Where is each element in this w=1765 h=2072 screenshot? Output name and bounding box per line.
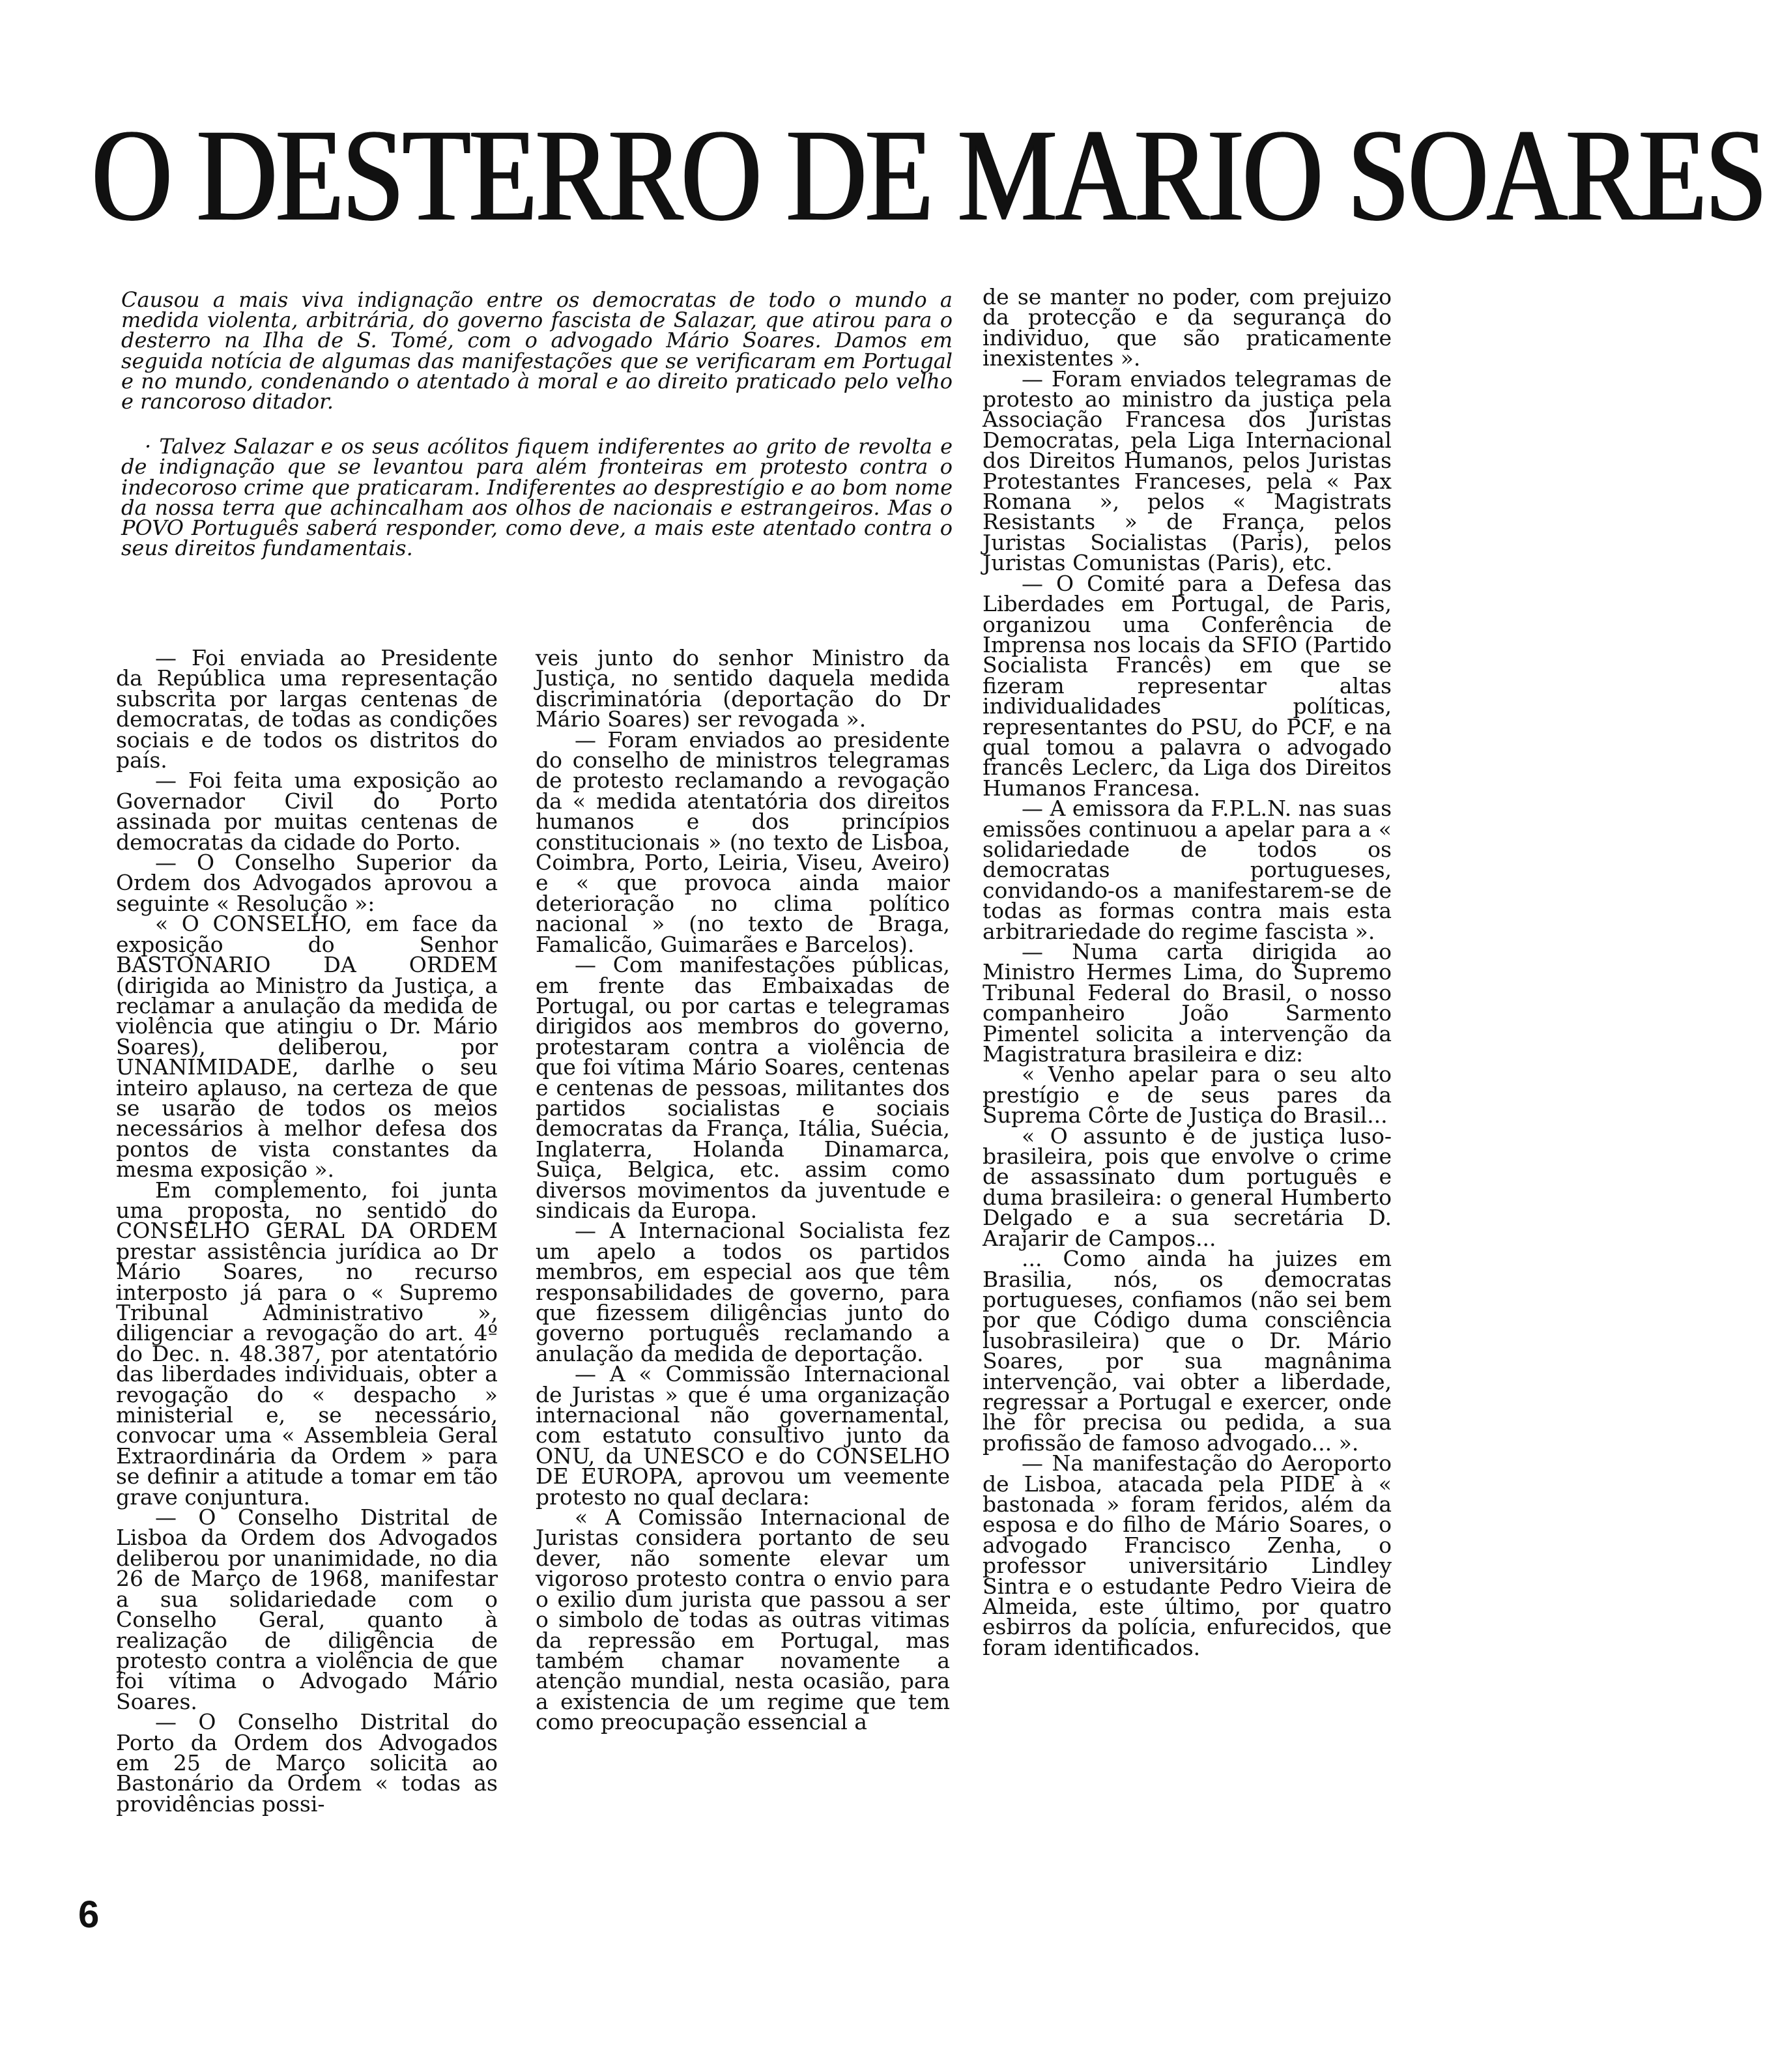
article-paragraph: — A emissora da F.P.L.N. nas suas emissões continuou a apelar para a « solidariedade de todos os democratas portugueses, convidando-os a manifestarem-se de todas as formas contra mais esta arbitrariedade do regime fascista ».: [983, 796, 1392, 944]
article-paragraph: — Foram enviados telegramas de protesto ao ministro da justiça pela Associação Francesa dos Juristas Democratas, pela Liga Internacional dos Direitos Humanos, pelos Juristas Protestantes Franceses, pela « Pax Romana », pelos « Magistrats Resistants » de França, pelos Juristas Socialistas (Paris), pelos Juristas Comunistas (Paris), etc.: [983, 366, 1392, 576]
headline: O DESTERRO DE MARIO SOARES: [91, 102, 1765, 249]
article-paragraph: « A Comissão Internacional de Juristas considera portanto de seu dever, não somente elevar um vigoroso protesto contra o envio para o exilio dum jurista que passou a ser o simbolo de todas as outras vitimas da repressão em Portugal, mas também chamar novamente a atenção mundial, nesta ocasião, para a existencia de um regime que tem como preocupação essencial a: [536, 1504, 950, 1735]
article-paragraph: Em complemento, foi junta uma proposta, no sentido do CONSELHO GERAL DA ORDEM prestar assistência jurídica ao Dr Mário Soares, no recurso interposto já para o « Supremo Tribunal Administrativo », diligenciar a revogação do art. 4º do Dec. n. 48.387, por atentatório das liberdades individuais, obter a revogação do « despacho » ministerial e, se necessário, convocar uma « Assembleia Geral Extraordinária da Ordem » para se definir a atitude a tomar em tão grave conjuntura.: [116, 1177, 498, 1510]
article-paragraph: — Foi feita uma exposição ao Governador Civil do Porto assinada por muitas centenas de democratas da cidade do Porto.: [116, 768, 498, 855]
intro-column: [121, 287, 953, 561]
intro-paragraph: Causou a mais viva indignação entre os democratas de todo o mundo a medida violenta, arbitrária, do governo fascista de Salazar, que atirou para o desterro na Ilha de S. Tomé, com o advogado Mário Soares. Damos em seguida notícia de algumas das manifestações que se verificaram em Portugal e no mundo, condenando o atentado à moral e ao direito praticado pelo velho e rancoroso ditador.: [121, 287, 953, 414]
article-paragraph: — O Conselho Superior da Ordem dos Advogados aprovou a seguinte « Resolução »:: [116, 850, 498, 916]
article-paragraph: « O CONSELHO, em face da exposição do Senhor BASTONARIO DA ORDEM (dirigida ao Ministro da Justiça, a reclamar a anulação da medida de violência que atingiu o Dr. Mário Soares), deliberou, por UNANIMIDADE, darlhe o seu inteiro aplauso, na certeza de que se usarão de todos os meios necessários à melhor defesa dos pontos de vista constantes da mesma exposição ».: [116, 911, 498, 1183]
article-paragraph: de se manter no poder, com prejuizo da protecção e da segurança do individuo, que são praticamente inexistentes ».: [983, 284, 1392, 371]
right-column: [983, 284, 1392, 1660]
left-column: [116, 645, 498, 1817]
article-paragraph: — A Internacional Socialista fez um apelo a todos os partidos membros, em especial aos que têm responsabilidades de governo, para que fizessem diligências junto do governo português reclamando a anulação da medida de deportação.: [536, 1218, 950, 1366]
middle-column: [536, 645, 950, 1735]
article-paragraph: — Foram enviados ao presidente do conselho de ministros telegramas de protesto reclamando a revogação da « medida atentatória dos direitos humanos e dos princípios constitucionais » (no texto de Lisboa, Coimbra, Porto, Leiria, Viseu, Aveiro) e « que provoca ainda maior deterioração no clima político nacional » (no texto de Braga, Famalicão, Guimarães e Barcelos).: [536, 727, 950, 957]
article-paragraph: « Venho apelar para o seu alto prestígio e de seus pares da Suprema Côrte de Justiça do Brasil...: [983, 1061, 1392, 1129]
article-paragraph: — Com manifestações públicas, em frente das Embaixadas de Portugal, ou por cartas e telegramas dirigidos aos membros do governo, protestaram contra a violência de que foi vítima Mário Soares, centenas e centenas de pessoas, militantes dos partidos socialistas e sociais democratas da França, Itália, Suécia, Inglaterra, Holanda Dinamarca, Suiça, Belgica, etc. assim como diversos movimentos da juventude e sindicais da Europa.: [536, 952, 950, 1223]
article-paragraph: — O Comité para a Defesa das Liberdades em Portugal, de Paris, organizou uma Conferência de Imprensa nos locais da SFIO (Partido Socialista Francês) em que se fizeram representar altas individualidades políticas, representantes do PSU, do PCF, e na qual tomou a palavra o advogado francês Leclerc, da Liga dos Direitos Humanos Francesa.: [983, 570, 1392, 801]
article-paragraph: — Numa carta dirigida ao Ministro Hermes Lima, do Supremo Tribunal Federal do Brasil, o nosso companheiro João Sarmento Pimentel solicita a intervenção da Magistratura brasileira e diz:: [983, 939, 1392, 1067]
article-paragraph: « O assunto é de justiça luso-brasileira, pois que envolve o crime de assassinato dum português e duma brasileira: o general Humberto Delgado e a sua secretária D. Arajarir de Campos...: [983, 1123, 1392, 1251]
article-paragraph: ... Como ainda ha juizes em Brasilia, nós, os democratas portugueses, confiamos (não sei bem por que Código duma consciência lusobrasileira) que o Dr. Mário Soares, por sua magnânima intervenção, vai obter a liberdade, regressar a Portugal e exercer, onde lhe fôr precisa ou pedida, a sua profissão de famoso advogado... ».: [983, 1246, 1392, 1456]
intro-paragraph: · Talvez Salazar e os seus acólitos fiquem indiferentes ao grito de revolta e de indignação que se levantou para além fronteiras em protesto contra o indecoroso crime que praticaram. Indiferentes ao desprestígio e ao bom nome da nossa terra que achincalham aos olhos de nacionais e estrangeiros. Mas o POVO Português saberá responder, como deve, a mais este atentado contra o seus direitos fundamentais.: [121, 434, 953, 561]
article-paragraph: — O Conselho Distrital de Lisboa da Ordem dos Advogados deliberou por unanimidade, no dia 26 de Março de 1968, manifestar a sua solidariedade com o Conselho Geral, quanto à realização de diligência de protesto contra a violência de que foi vítima o Advogado Mário Soares.: [116, 1504, 498, 1714]
article-paragraph: veis junto do senhor Ministro da Justiça, no sentido daquela medida discriminatória (deportação do Dr Mário Soares) ser revogada ».: [536, 645, 950, 732]
page-number: 6: [78, 1893, 100, 1936]
article-paragraph: — O Conselho Distrital do Porto da Ordem dos Advogados em 25 de Março solicita ao Bastonário da Ordem « todas as providências possi-: [116, 1709, 498, 1817]
article-paragraph: — A « Commissão Internacional de Juristas » que é uma organização internacional não governamental, com estatuto consultivo junto da ONU, da UNESCO e do CONSELHO DE EUROPA, aprovou um veemente protesto no qual declara:: [536, 1361, 950, 1510]
article-paragraph: — Na manifestação do Aeroporto de Lisboa, atacada pela PIDE à « bastonada » foram feridos, além da esposa e do filho de Mário Soares, o advogado Francisco Zenha, o professor universitário Lindley Sintra e o estudante Pedro Vieira de Almeida, este último, por quatro esbirros da polícia, enfurecidos, que foram identificados.: [983, 1450, 1392, 1660]
article-paragraph: — Foi enviada ao Presidente da República uma representação subscrita por largas centenas de democratas, de todas as condições sociais e de todos os distritos do país.: [116, 645, 498, 773]
